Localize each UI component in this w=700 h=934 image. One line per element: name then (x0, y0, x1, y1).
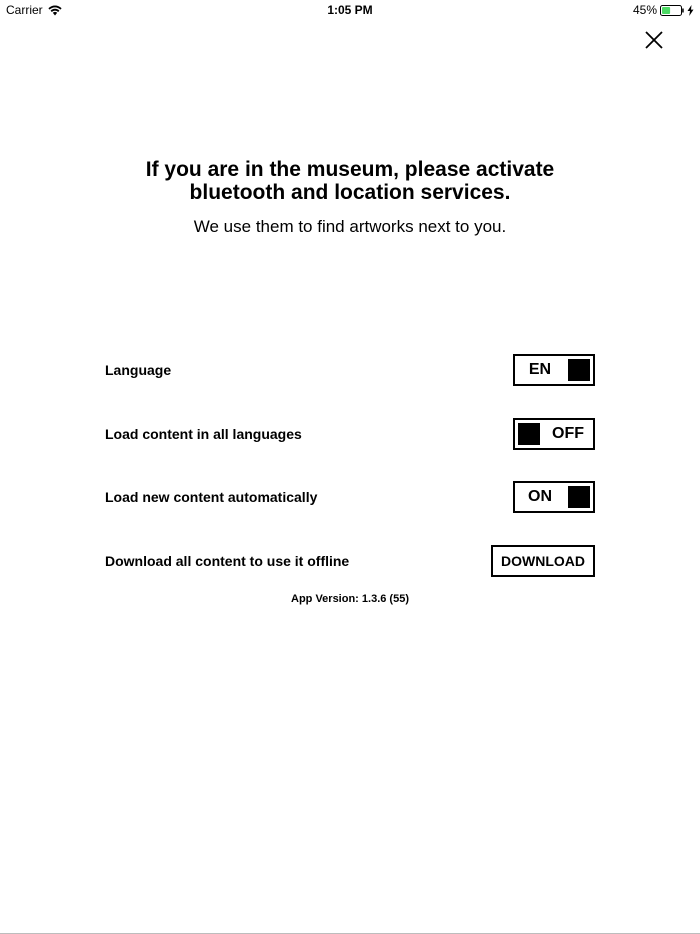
load-all-languages-toggle[interactable] (513, 418, 595, 450)
download-button[interactable]: DOWNLOAD (491, 545, 595, 577)
status-time: 1:05 PM (327, 3, 373, 17)
close-icon (642, 28, 666, 52)
carrier-label: Carrier (6, 3, 43, 17)
language-toggle[interactable] (513, 354, 595, 386)
load-all-languages-toggle-value: OFF (552, 425, 584, 442)
battery-icon (660, 5, 684, 16)
toggle-knob (518, 423, 540, 445)
auto-load-toggle[interactable] (513, 481, 595, 513)
auto-load-toggle-value: ON (528, 488, 552, 505)
message-title: If you are in the museum, please activate bluetooth and location services. (145, 158, 555, 204)
setting-row-offline (105, 545, 595, 577)
setting-row-auto-load (105, 481, 595, 513)
app-version: App Version: 1.3.6 (55) (291, 593, 409, 605)
setting-row-language (105, 354, 595, 386)
language-toggle-value: EN (528, 361, 552, 378)
toggle-knob (568, 486, 590, 508)
setting-label-offline: Download all content to use it offline (105, 553, 350, 569)
status-bar (0, 0, 700, 20)
setting-label-load-all-languages: Load content in all languages (105, 426, 302, 442)
setting-row-load-all-languages (105, 418, 595, 450)
close-button[interactable] (642, 28, 666, 52)
message-subtitle: We use them to find artworks next to you. (193, 217, 507, 236)
setting-label-auto-load: Load new content automatically (105, 489, 318, 505)
setting-label-language: Language (105, 362, 172, 378)
status-right (633, 3, 694, 17)
toggle-knob (568, 359, 590, 381)
charging-bolt-icon (687, 5, 694, 16)
battery-percent: 45% (632, 3, 657, 17)
